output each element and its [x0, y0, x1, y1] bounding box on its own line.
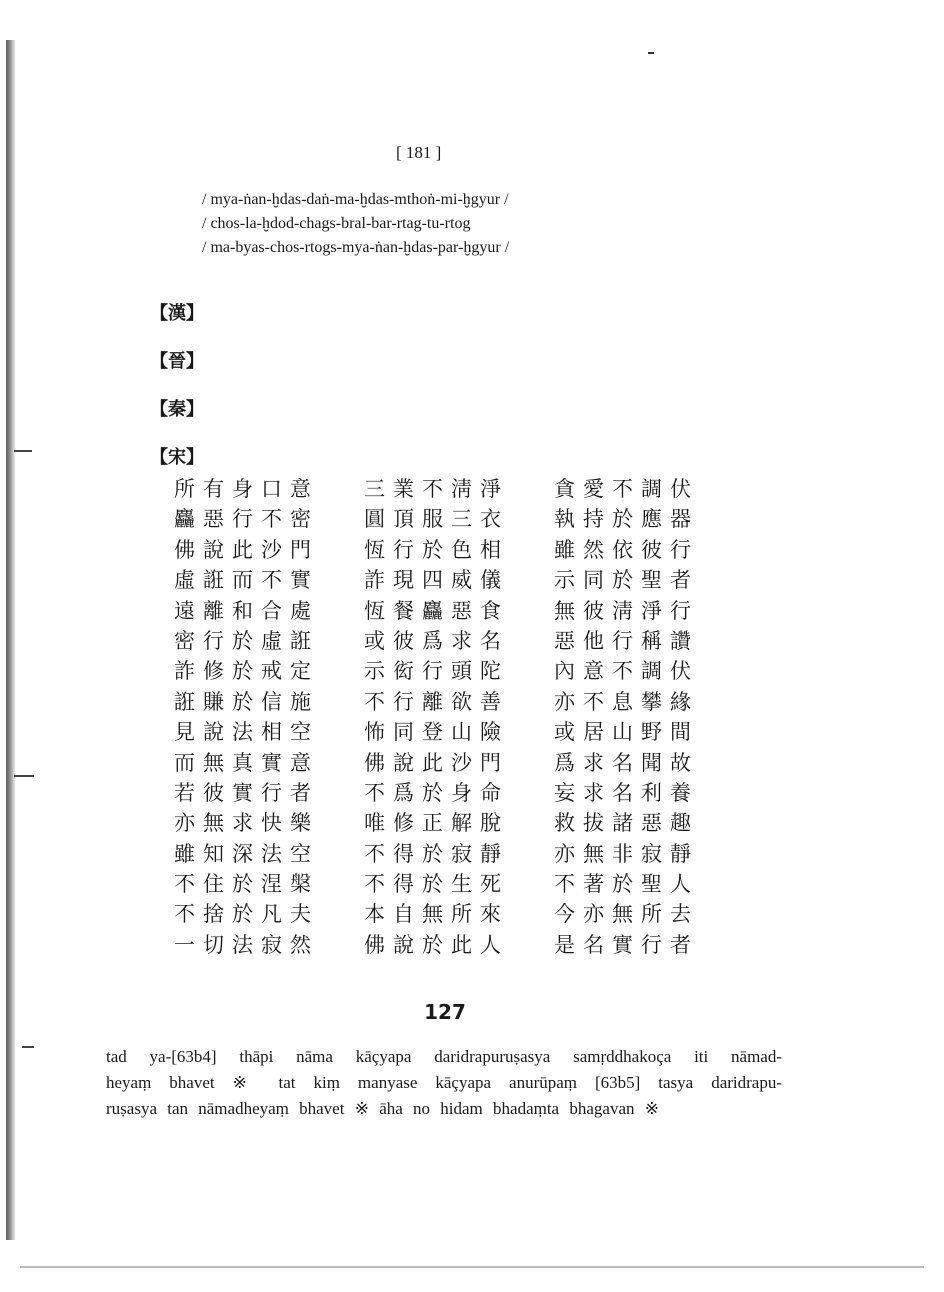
version-label-qin: 【秦】	[150, 399, 204, 420]
verse-cell: 恆行於色相	[364, 537, 509, 562]
verse-cell: 是名實行者	[554, 932, 699, 957]
margin-mark	[14, 775, 34, 777]
chinese-verse-table	[174, 474, 714, 960]
verse-cell: 唯修正解脫	[364, 811, 509, 836]
verse-cell: 見說法相空	[174, 720, 319, 745]
verse-cell: 妄求名利養	[554, 780, 699, 805]
version-labels	[150, 302, 230, 494]
verse-cell: 或彼爲求名	[364, 628, 509, 653]
verse-cell: 不住於涅槃	[174, 872, 319, 897]
verse-cell: 無彼淸淨行	[554, 598, 699, 623]
sanskrit-line: ruṣasya tan nāmadheyaṃ bhavet ※ āha no hidam bhadaṃta bhagavan ※	[106, 1099, 659, 1118]
verse-cell: 佛說此沙門	[364, 750, 509, 775]
version-label-han: 【漢】	[150, 303, 204, 324]
verse-cell: 而無真實意	[174, 750, 319, 775]
sanskrit-passage	[106, 1044, 782, 1122]
section-number: 127	[424, 1000, 466, 1024]
page-number: [ 181 ]	[396, 143, 442, 162]
verse-cell: 麤惡行不密	[174, 507, 319, 532]
verse-cell: 亦不息攀緣	[554, 689, 699, 714]
tibetan-verse	[202, 188, 642, 260]
verse-cell: 圓頂服三衣	[364, 507, 509, 532]
verse-cell: 佛說於此人	[364, 932, 509, 957]
scan-speck	[648, 52, 654, 54]
verse-cell: 今亦無所去	[554, 902, 699, 927]
verse-cell: 不爲於身命	[364, 780, 509, 805]
version-label-jin: 【晉】	[150, 351, 204, 372]
verse-cell: 佛說此沙門	[174, 537, 319, 562]
verse-cell: 示衒行頭陀	[364, 659, 509, 684]
sanskrit-line: heyaṃ bhavet ※ tat kiṃ manyase kāçyapa anurūpaṃ [63b5] tasya daridrapu-	[106, 1073, 782, 1092]
verse-cell: 示同於聖者	[554, 568, 699, 593]
verse-cell: 密行於虛誑	[174, 628, 319, 653]
verse-cell: 爲求名聞故	[554, 750, 699, 775]
tibetan-line: / ma-byas-chos-rtogs-mya-ṅan-ḫdas-par-ḫgyur /	[202, 239, 510, 256]
verse-cell: 內意不調伏	[554, 659, 699, 684]
scanned-page-edge	[6, 40, 16, 1240]
verse-cell: 惡他行稱讚	[554, 628, 699, 653]
verse-cell: 若彼實行者	[174, 780, 319, 805]
scanned-bottom-edge	[20, 1266, 924, 1268]
verse-cell: 虛誑而不實	[174, 568, 319, 593]
verse-cell: 不得於寂靜	[364, 841, 509, 866]
sanskrit-line: tad ya-[63b4] thāpi nāma kāçyapa daridrapuruṣasya samṛddhakoça iti nāmad-	[106, 1047, 782, 1066]
tibetan-line: / chos-la-ḫdod-chags-bral-bar-rtag-tu-rtog	[202, 215, 471, 232]
verse-cell: 亦無求快樂	[174, 811, 319, 836]
verse-cell: 三業不淸淨	[364, 477, 509, 501]
verse-cell: 詐現四威儀	[364, 568, 509, 593]
verse-cell: 怖同登山險	[364, 720, 509, 745]
verse-cell: 本自無所來	[364, 902, 509, 927]
version-label-song: 【宋】	[150, 447, 204, 468]
verse-cell: 救拔諸惡趣	[554, 811, 699, 836]
verse-cell: 或居山野間	[554, 720, 699, 745]
margin-mark	[14, 450, 32, 452]
tibetan-line: / mya-ṅan-ḫdas-daṅ-ma-ḫdas-mthoṅ-mi-ḫgyur /	[202, 191, 509, 208]
verse-cell: 一切法寂然	[174, 932, 319, 957]
verse-cell: 貪愛不調伏	[554, 477, 699, 501]
verse-cell: 所有身口意	[174, 477, 319, 501]
verse-cell: 詐修於戒定	[174, 659, 319, 684]
verse-cell: 不得於生死	[364, 872, 509, 897]
verse-cell: 不捨於凡夫	[174, 902, 319, 927]
verse-cell: 雖知深法空	[174, 841, 319, 866]
margin-mark	[22, 1046, 34, 1048]
verse-cell: 執持於應器	[554, 507, 699, 532]
verse-cell: 不著於聖人	[554, 872, 699, 897]
verse-cell: 不行離欲善	[364, 689, 509, 714]
verse-cell: 遠離和合處	[174, 598, 319, 623]
verse-cell: 雖然依彼行	[554, 537, 699, 562]
verse-cell: 亦無非寂靜	[554, 841, 699, 866]
verse-cell: 誑賺於信施	[174, 689, 319, 714]
verse-cell: 恆餐麤惡食	[364, 598, 509, 623]
